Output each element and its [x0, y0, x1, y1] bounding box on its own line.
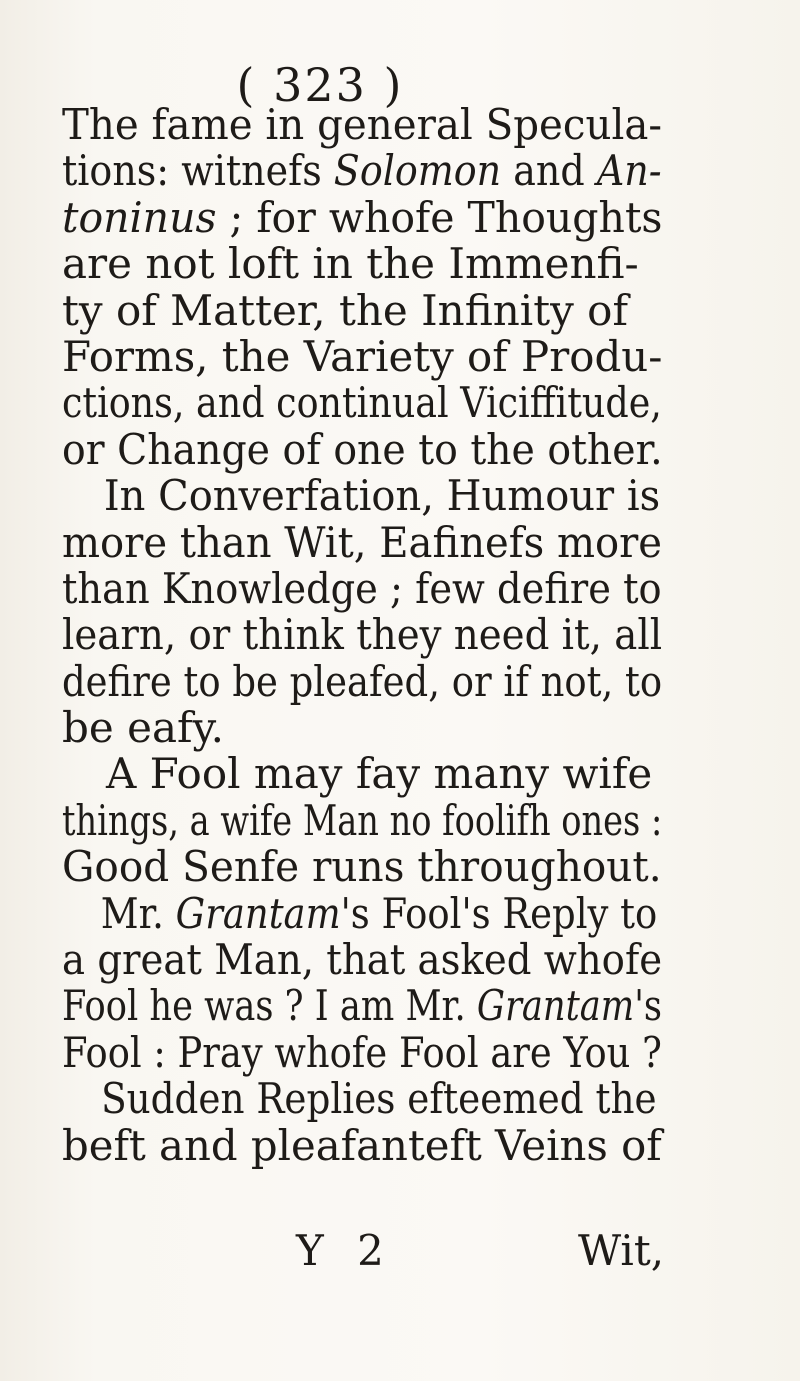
text-line [62, 981, 662, 1031]
text-line [62, 146, 662, 196]
text-run: defire to be pleafed, or if not, to [62, 656, 663, 706]
text-run: Fool he was ? I am Mr. [62, 981, 477, 1031]
text-line [62, 378, 662, 428]
text-run: 's [634, 981, 662, 1031]
text-line [62, 888, 658, 938]
text-line [62, 610, 663, 660]
italic-name: toninus [62, 192, 217, 242]
text-run: The fame in general Specula- [62, 100, 663, 149]
text-run: be eafy. [62, 703, 225, 753]
text-line [62, 656, 663, 706]
text-run: or Change of one to the other. [62, 424, 663, 474]
text-run: ; for whofe Thoughts [216, 192, 663, 242]
text-line [62, 285, 662, 335]
text-run: than Knowledge ; few defire to [62, 563, 662, 613]
signature-mark: Y 2 [296, 1226, 394, 1275]
text-run: ctions, and continual Viciffitude, [62, 378, 662, 428]
text-line [62, 517, 663, 567]
body-text [62, 102, 662, 1169]
italic-name: Grantam [476, 981, 635, 1031]
text-line [62, 705, 662, 751]
text-line [62, 471, 661, 521]
text-run: learn, or think they need it, all [62, 610, 663, 660]
text-run: Good Senfe runs throughout. [62, 842, 662, 892]
text-run: tions: witnefs [62, 146, 334, 196]
text-line [62, 424, 663, 474]
text-run: A Fool may fay many wife [106, 749, 653, 799]
text-run: Sudden Replies efteemed the [101, 1074, 657, 1124]
text-run: In Converfation, Humour is [103, 471, 661, 521]
italic-name: Solomon [333, 146, 502, 196]
text-line [62, 795, 663, 845]
text-line [62, 751, 662, 797]
text-run: more than Wit, Eafinefs more [62, 517, 663, 567]
text-line [62, 1027, 662, 1077]
text-line [62, 842, 662, 892]
text-line [62, 1074, 657, 1124]
italic-name: Grantam [175, 888, 341, 938]
italic-name: An- [596, 146, 662, 196]
catchword: Wit, [578, 1226, 665, 1275]
page-number: ( 323 ) [236, 58, 404, 112]
text-run: 's Fool's Reply to [340, 888, 658, 938]
text-line [62, 192, 663, 242]
text-run: Fool : Pray whofe Fool are You ? [62, 1027, 662, 1077]
text-run: things, a wife Man no foolifh ones : [62, 795, 663, 845]
text-run: and [501, 146, 597, 196]
text-line [62, 563, 662, 613]
text-line [62, 935, 663, 985]
text-run: are not loft in the Immenfi- [62, 239, 639, 289]
text-line [62, 100, 663, 149]
text-run: a great Man, that asked whofe [62, 935, 663, 985]
text-run: beft and pleafanteft Veins of [62, 1120, 662, 1170]
page-footer [0, 1226, 800, 1280]
text-line [62, 331, 663, 381]
text-run: ty of Matter, the Infinity of [62, 285, 629, 335]
text-run: Mr. [100, 888, 176, 938]
text-line [62, 1120, 662, 1170]
text-run: Forms, the Variety of Produ- [62, 331, 663, 381]
text-line [62, 241, 662, 287]
